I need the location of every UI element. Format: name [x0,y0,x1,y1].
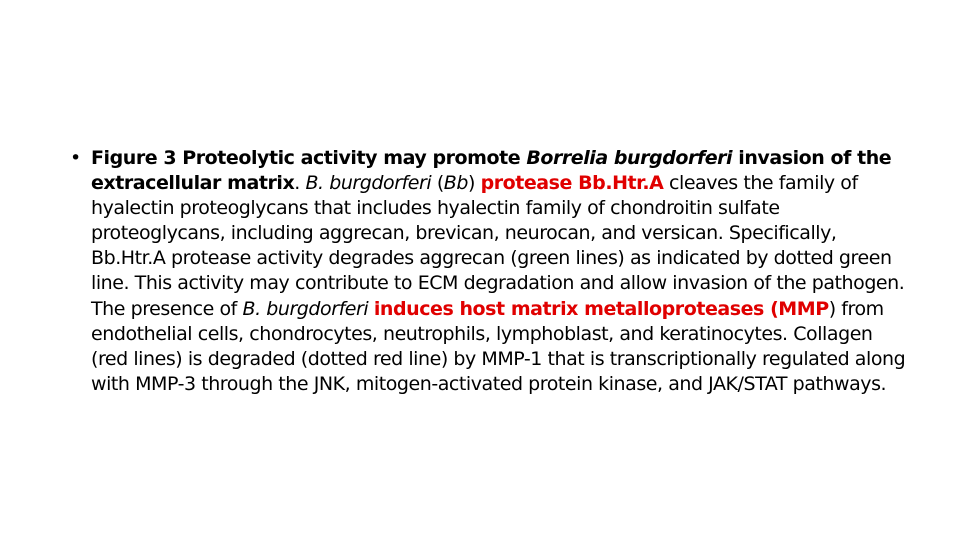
figure-caption [70,146,910,397]
caption-species-abbrev: B. burgdorferi [305,172,432,195]
caption-text: ( [431,172,444,195]
caption-protease-highlight: protease Bb.Htr.A [480,172,664,195]
caption-text: ) [468,172,481,195]
caption-species-short: Bb [443,172,468,195]
caption-mmp-highlight: induces host matrix metalloproteases (MMP [373,297,829,320]
caption-list [70,146,910,397]
caption-species-name: Borrelia burgdorferi [526,147,733,169]
caption-text: . [294,172,306,195]
caption-body-text: ) from endothelial cells, chondrocytes, neutrophils, lymphoblast, and keratinocytes. Collagen (red lines) is degraded (dotted red line) by MMP-1 that is transcriptionally regulated along with MMP-3 through the JNK, mitogen-activated protein kinase, and JAK/STAT pathways. [91,297,906,395]
caption-body-text: cleaves the family of hyalectin proteoglycans that includes hyalectin family of chondroitin sulfate proteoglycans, including aggrecan, brevican, neurocan, and versican. Specifically, Bb.Htr.A protease activity degrades aggrecan (green lines) as indicated by dotted green line. This activity may contribute to ECM degradation and allow invasion of the pathogen. The presence of [91,172,905,320]
caption-species-abbrev: B. burgdorferi [242,297,369,320]
bullet-marker: • [70,147,81,169]
caption-title-end: invasion of the extracellular matrix [91,147,892,195]
caption-title: Figure 3 Proteolytic activity may promote [91,147,527,169]
